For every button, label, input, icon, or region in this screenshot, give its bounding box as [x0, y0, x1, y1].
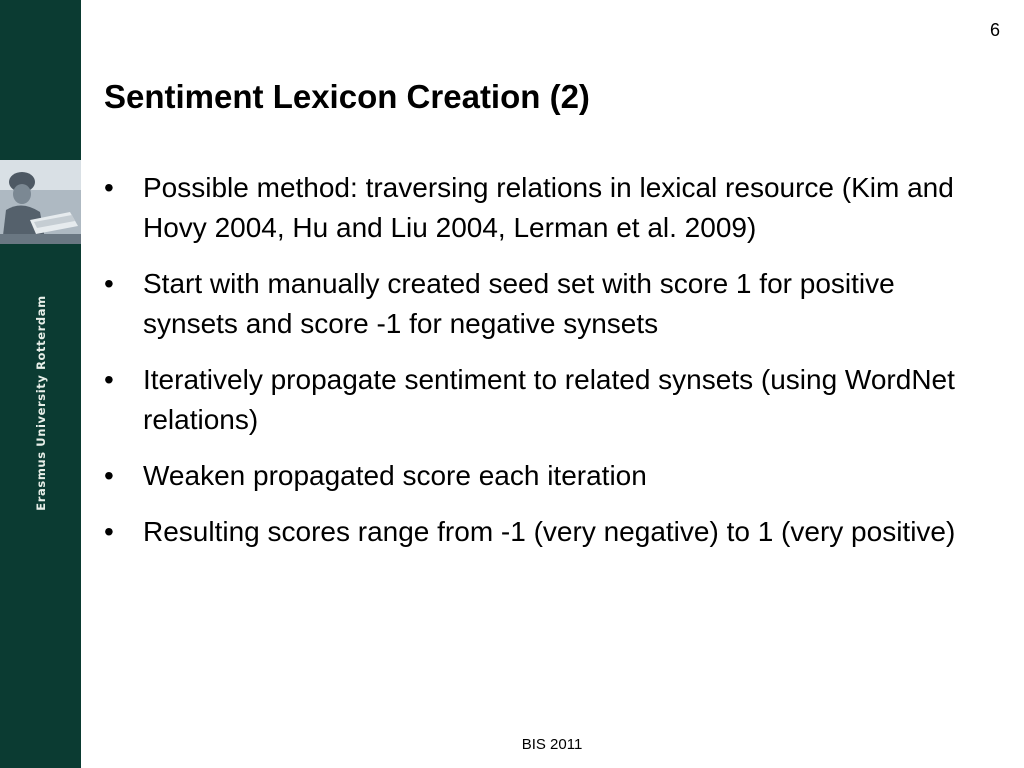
bullet-item	[104, 168, 984, 248]
bullet-item	[104, 360, 984, 440]
bullet-icon: •	[104, 364, 114, 395]
footer-text: BIS 2011	[521, 736, 583, 753]
bullet-list	[104, 168, 984, 568]
bullet-icon: •	[104, 268, 114, 299]
sidebar	[0, 0, 81, 768]
statue-photo	[0, 160, 81, 244]
bullet-text: Iteratively propagate sentiment to related synsets (using WordNet relations)	[143, 364, 955, 435]
bullet-icon: •	[104, 516, 114, 547]
bullet-item	[104, 512, 984, 552]
page-number: 6	[989, 20, 1000, 40]
university-name: Erasmus University Rotterdam	[34, 295, 48, 511]
bullet-text: Resulting scores range from -1 (very negative) to 1 (very positive)	[143, 516, 956, 547]
slide-title: Sentiment Lexicon Creation (2)	[104, 78, 590, 115]
bullet-icon: •	[104, 460, 114, 491]
bullet-item	[104, 456, 984, 496]
statue-photo-icon	[0, 160, 81, 244]
bullet-text: Start with manually created seed set with score 1 for positive synsets and score -1 for negative synsets	[143, 268, 895, 339]
bullet-text: Possible method: traversing relations in lexical resource (Kim and Hovy 2004, Hu and Liu 2004, Lerman et al. 2009)	[143, 172, 954, 243]
bullet-item	[104, 264, 984, 344]
bullet-text: Weaken propagated score each iteration	[143, 460, 647, 491]
bullet-icon: •	[104, 172, 114, 203]
